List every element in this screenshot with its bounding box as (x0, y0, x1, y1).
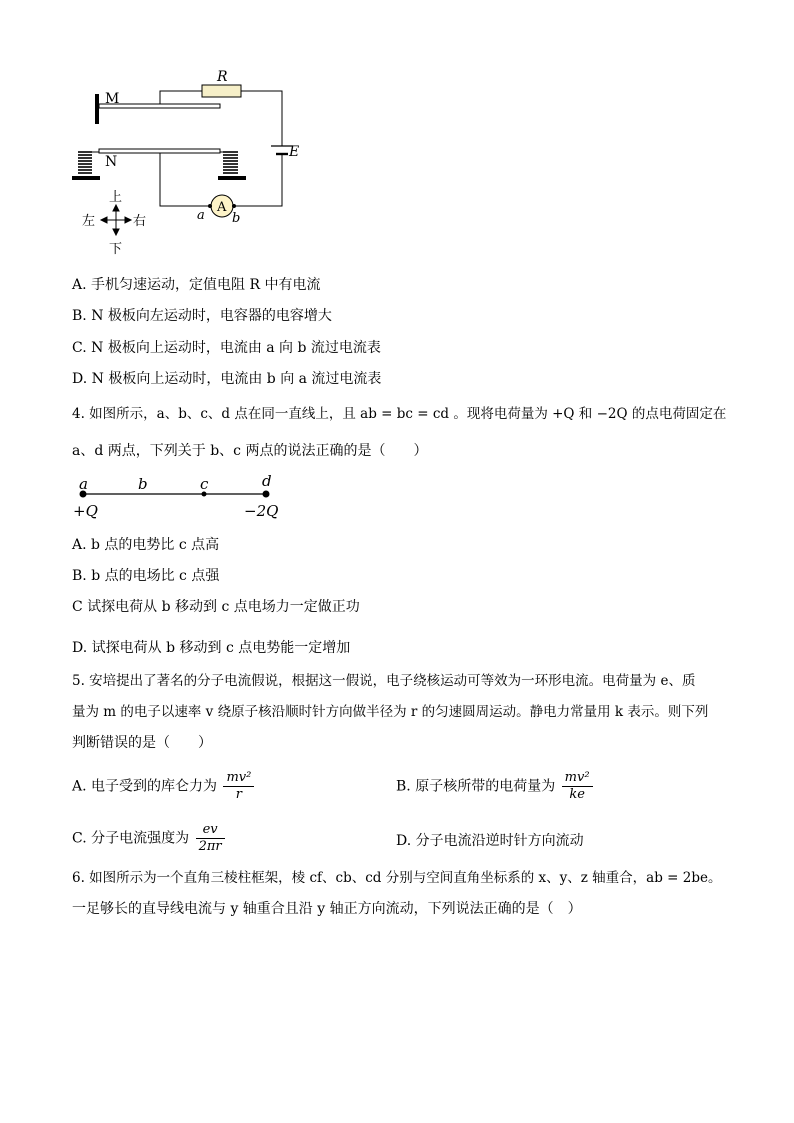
q3-option-d: D. N 极板向上运动时，电流由 b 向 a 流过电流表 (72, 371, 382, 387)
fig-label-b: b (138, 475, 148, 493)
q4-option-c: C 试探电荷从 b 移动到 c 点电场力一定做正功 (72, 599, 360, 615)
q5-option-c (72, 822, 227, 855)
q4-option-a: A. b 点的电势比 c 点高 (72, 537, 220, 553)
q3-option-b: B. N 极板向左运动时，电容器的电容增大 (72, 308, 332, 324)
spring-left (78, 152, 92, 173)
label-N: N (105, 154, 118, 170)
fig-label-a: a (79, 475, 88, 493)
charge-minus-2Q: −2Q (244, 502, 279, 520)
label-M: M (105, 91, 120, 107)
q5-stem-line1: 5. 安培提出了著名的分子电流假说，根据这一假说，电子绕核运动可等效为一环形电流。电荷量为 e、质 (72, 673, 696, 689)
q4-stem-line1: 4. 如图所示，a、b、c、d 点在同一直线上，且 ab = bc = cd 。现将电荷量为 +Q 和 −2Q 的点电荷固定在 (72, 406, 727, 422)
fig-label-d: d (262, 474, 272, 490)
q6-stem-line2: 一足够长的直导线电流与 y 轴重合且沿 y 轴正方向流动，下列说法正确的是（ ） (72, 901, 582, 917)
terminal-a (208, 204, 212, 208)
q5-option-b-text: B. 原子核所带的电荷量为 (396, 778, 556, 795)
spring-right (223, 152, 238, 173)
q3-option-a: A. 手机匀速运动，定值电阻 R 中有电流 (72, 277, 321, 293)
q6-stem-line1: 6. 如图所示为一个直角三棱柱框架，棱 cf、cb、cd 分别与空间直角坐标系的 x、y、z 轴重合，ab = 2be。 (72, 870, 722, 886)
q3-option-c: C. N 极板向上运动时，电流由 a 向 b 流过电流表 (72, 340, 381, 356)
q5-option-d: D. 分子电流沿逆时针方向流动 (396, 833, 584, 849)
charge-plus-Q: +Q (73, 502, 98, 520)
q5-stem-line2: 量为 m 的电子以速率 v 绕原子核沿顺时针方向做半径为 r 的匀速圆周运动。静电力常量用 k 表示。则下列 (72, 704, 709, 720)
direction-compass (101, 205, 131, 235)
fraction-mv2-over-r: $\frac{\text{mv²}}{r}$ (223, 770, 254, 803)
label-left: 左 (82, 214, 96, 229)
q4-line-figure (70, 474, 290, 524)
plate-N (99, 149, 220, 153)
terminal-b (232, 204, 236, 208)
point-d (263, 491, 270, 498)
label-b: b (232, 211, 241, 226)
label-right: 右 (133, 214, 147, 229)
q5-option-a (72, 770, 256, 803)
label-E: E (289, 144, 300, 160)
q4-option-d: D. 试探电荷从 b 移动到 c 点电势能一定增加 (72, 640, 351, 656)
q5-option-c-text: C. 分子电流强度为 (72, 830, 190, 847)
wall-left (95, 94, 99, 124)
q5-option-b (396, 770, 595, 803)
label-down: 下 (109, 242, 123, 257)
q4-stem-line2: a、d 两点，下列关于 b、c 两点的说法正确的是（ ） (72, 443, 428, 459)
label-R: R (217, 69, 228, 85)
q4-option-b: B. b 点的电场比 c 点强 (72, 568, 220, 584)
fraction-ev-over-2pir: $\frac{ev}{2\pi r}$ (196, 822, 225, 855)
base-left (72, 176, 100, 180)
label-A: A (217, 200, 227, 215)
fraction-mv2-over-ke: $\frac{\text{mv²}}{ke}$ (562, 770, 593, 803)
resistor-R (202, 85, 241, 97)
circuit-diagram (68, 66, 308, 262)
q5-option-a-text: A. 电子受到的库仑力为 (72, 778, 218, 795)
label-up: 上 (109, 190, 123, 205)
label-a: a (197, 208, 205, 223)
base-right (218, 176, 246, 180)
fig-label-c: c (200, 475, 209, 493)
q5-stem-line3: 判断错误的是（ ） (72, 735, 212, 751)
